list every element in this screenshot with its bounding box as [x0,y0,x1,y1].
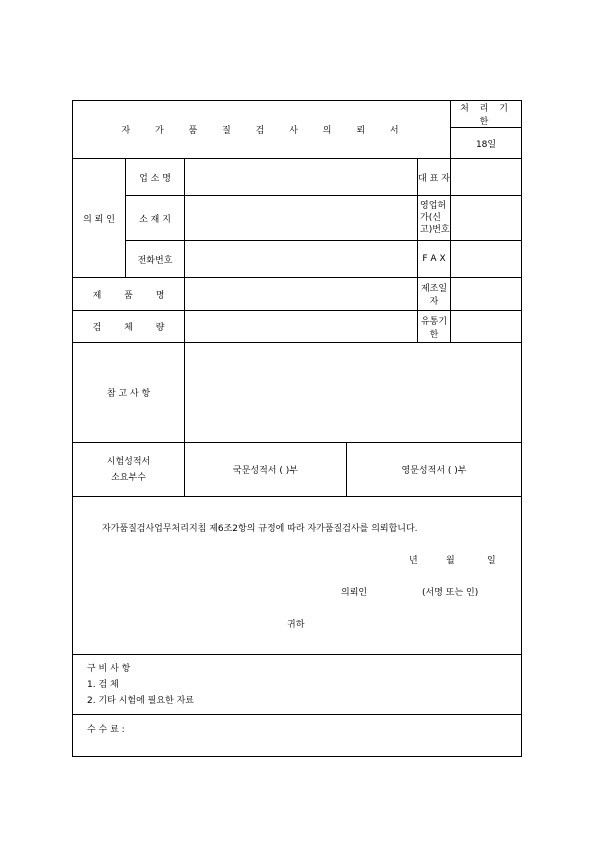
location-label: 소 재 지 [126,196,185,241]
date-year: 년 [409,556,418,566]
expiry-field[interactable] [451,311,522,343]
required-docs-title: 구 비 사 항 [87,663,131,674]
required-doc-item: 2. 기타 시험에 필요한 자료 [87,695,194,706]
inspection-request-form [72,100,522,757]
sample-quantity-field[interactable] [185,311,418,343]
expiry-label: 유통기한 [418,311,451,343]
english-report-copies[interactable]: 영문성적서 ( )부 [347,443,522,497]
required-docs-section [73,655,522,715]
report-copies-label-line2: 소요부수 [111,472,146,483]
license-number-field[interactable] [451,196,522,241]
product-name-label: 제 품 명 [73,278,185,311]
product-name-field[interactable] [185,278,418,311]
requester-label: 의 뢰 인 [73,159,126,278]
korean-report-copies[interactable]: 국문성적서 ( )부 [185,443,347,497]
business-name-field[interactable] [185,159,418,196]
processing-period-label: 처 리 기 한 [451,101,522,128]
sample-quantity-label: 검 체 량 [73,311,185,343]
manufacture-date-field[interactable] [451,278,522,311]
date-month: 월 [446,556,455,566]
representative-label: 대 표 자 [418,159,451,196]
declaration-section [73,497,522,655]
recipient-text: 귀하 [287,620,305,630]
remarks-label: 참 고 사 항 [73,343,185,443]
processing-period-value: 18일 [451,128,522,159]
phone-label: 전화번호 [126,241,185,278]
fee-label: 수 수 료 : [87,725,125,735]
manufacture-date-label: 제조일자 [418,278,451,311]
signer-label: 의뢰인 [341,588,368,598]
fax-label: F A X [418,241,451,278]
form-title: 자 가 품 질 검 사 의 뢰 서 [73,101,451,159]
license-number-label: 영업허가(신고)번호 [418,196,451,241]
representative-field[interactable] [451,159,522,196]
required-doc-item: 1. 검 체 [87,679,119,690]
fee-section [73,715,522,757]
remarks-field[interactable] [185,343,522,443]
date-day: 일 [487,556,496,566]
signature-hint[interactable]: (서명 또는 인) [422,588,479,598]
declaration-text: 자가품질검사업무처리지침 제6조2항의 규정에 따라 자가품질검사를 의뢰합니다. [102,524,418,534]
phone-field[interactable] [185,241,418,278]
fax-field[interactable] [451,241,522,278]
business-name-label: 업 소 명 [126,159,185,196]
report-copies-label [73,443,185,497]
location-field[interactable] [185,196,418,241]
report-copies-label-line1: 시험성적서 [106,456,151,467]
